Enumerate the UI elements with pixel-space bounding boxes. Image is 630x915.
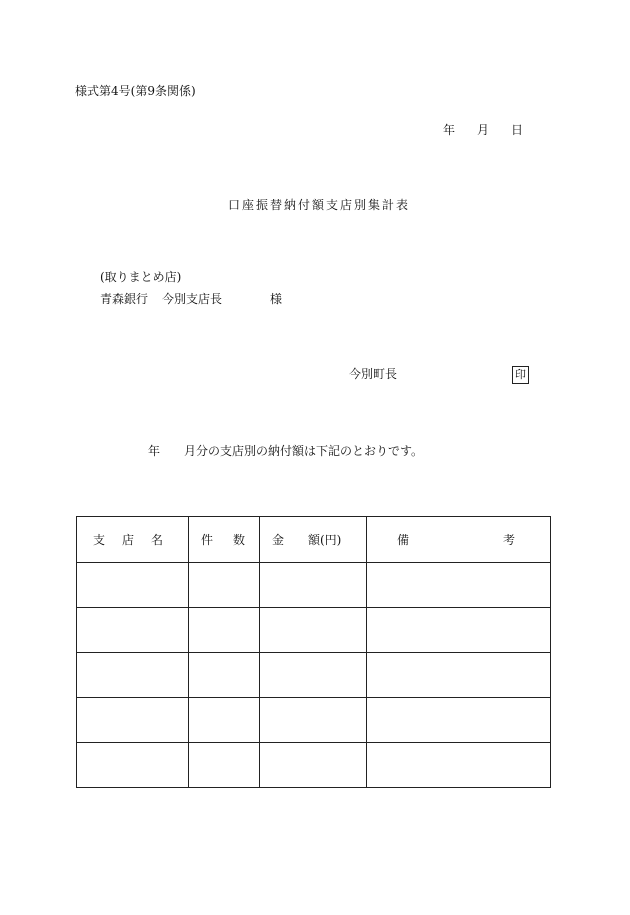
amount-cell[interactable] [260,743,367,788]
recipient-branch: 今別支店長 [162,292,223,306]
amount-cell[interactable] [260,563,367,608]
amount-cell[interactable] [260,608,367,653]
statement-year: 年 [148,444,161,458]
recipient-bank: 青森銀行 [100,292,149,306]
table-row [77,743,551,788]
date-line [443,124,523,136]
branch-name-cell[interactable] [77,698,189,743]
table-row [77,563,551,608]
branch-name-cell[interactable] [77,743,189,788]
statement-line [148,445,423,457]
table-row [77,698,551,743]
count-cell[interactable] [189,563,260,608]
document-title: 口座振替納付額支店別集計表 [228,198,411,212]
table-header-row [77,517,551,563]
date-day-label: 日 [511,123,524,137]
date-year-label: 年 [443,123,456,137]
notes-cell[interactable] [367,563,551,608]
notes-cell[interactable] [367,743,551,788]
amount-cell[interactable] [260,698,367,743]
header-branch-name: 支 店 名 [77,517,189,563]
recipient-honorific: 様 [270,292,283,306]
table-row [77,653,551,698]
recipient-label: (取りまとめ店) [100,270,182,284]
date-month-label: 月 [477,123,490,137]
form-number: 様式第4号(第9条関係) [75,84,196,98]
branch-name-cell[interactable] [77,608,189,653]
notes-cell[interactable] [367,653,551,698]
count-cell[interactable] [189,698,260,743]
count-cell[interactable] [189,653,260,698]
recipient-line [100,293,282,305]
count-cell[interactable] [189,608,260,653]
header-notes: 備 考 [367,517,551,563]
table-row [77,608,551,653]
branch-name-cell[interactable] [77,653,189,698]
seal-mark: 印 [512,366,529,384]
header-amount: 金 額(円) [260,517,367,563]
statement-text: 月分の支店別の納付額は下記のとおりです。 [184,444,424,458]
notes-cell[interactable] [367,698,551,743]
header-count: 件 数 [189,517,260,563]
notes-cell[interactable] [367,608,551,653]
issuer-name: 今別町長 [349,367,398,381]
summary-table [76,516,551,788]
amount-cell[interactable] [260,653,367,698]
branch-name-cell[interactable] [77,563,189,608]
count-cell[interactable] [189,743,260,788]
